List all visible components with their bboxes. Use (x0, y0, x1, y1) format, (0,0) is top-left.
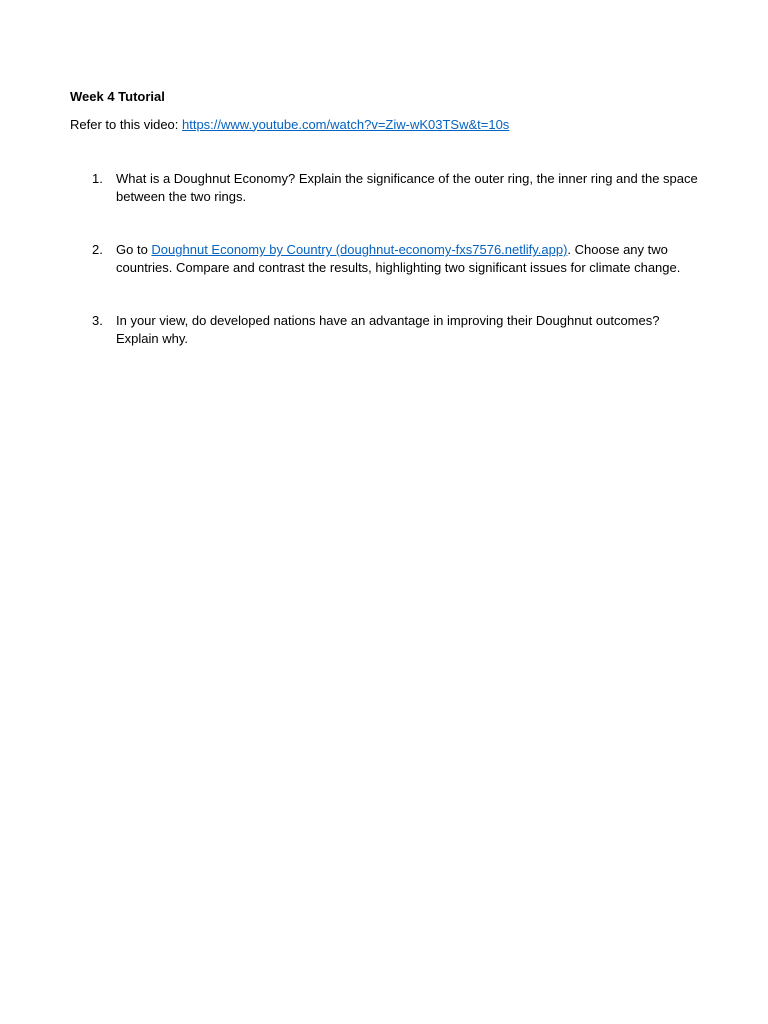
question-text-2 (116, 241, 700, 276)
question-list (70, 170, 700, 347)
document-content (70, 88, 700, 347)
question-text-1: What is a Doughnut Economy? Explain the significance of the outer ring, the inner ring and the space between the two rings. (116, 171, 698, 204)
question-text-3: In your view, do developed nations have an advantage in improving their Doughnut outcomes? Explain why. (116, 313, 660, 346)
question-number-1: 1. (92, 171, 103, 186)
question-number-3: 3. (92, 313, 103, 328)
question-2-prefix: Go to (116, 242, 152, 257)
question-item-2 (70, 241, 700, 276)
intro-line (70, 116, 700, 134)
page-title: Week 4 Tutorial (70, 89, 165, 104)
question-2-suffix: . Choose any two countries. Compare and contrast the results, highlighting two significant issues for climate change. (116, 242, 681, 275)
question-item-3 (70, 312, 700, 347)
doughnut-economy-link[interactable]: Doughnut Economy by Country (doughnut-economy-fxs7576.netlify.app) (151, 242, 568, 257)
question-number-2: 2. (92, 242, 103, 257)
intro-prefix: Refer to this video: (70, 116, 182, 132)
question-item-1 (70, 170, 700, 205)
video-link[interactable]: https://www.youtube.com/watch?v=Ziw-wK03TSw&t=10s (182, 116, 510, 132)
